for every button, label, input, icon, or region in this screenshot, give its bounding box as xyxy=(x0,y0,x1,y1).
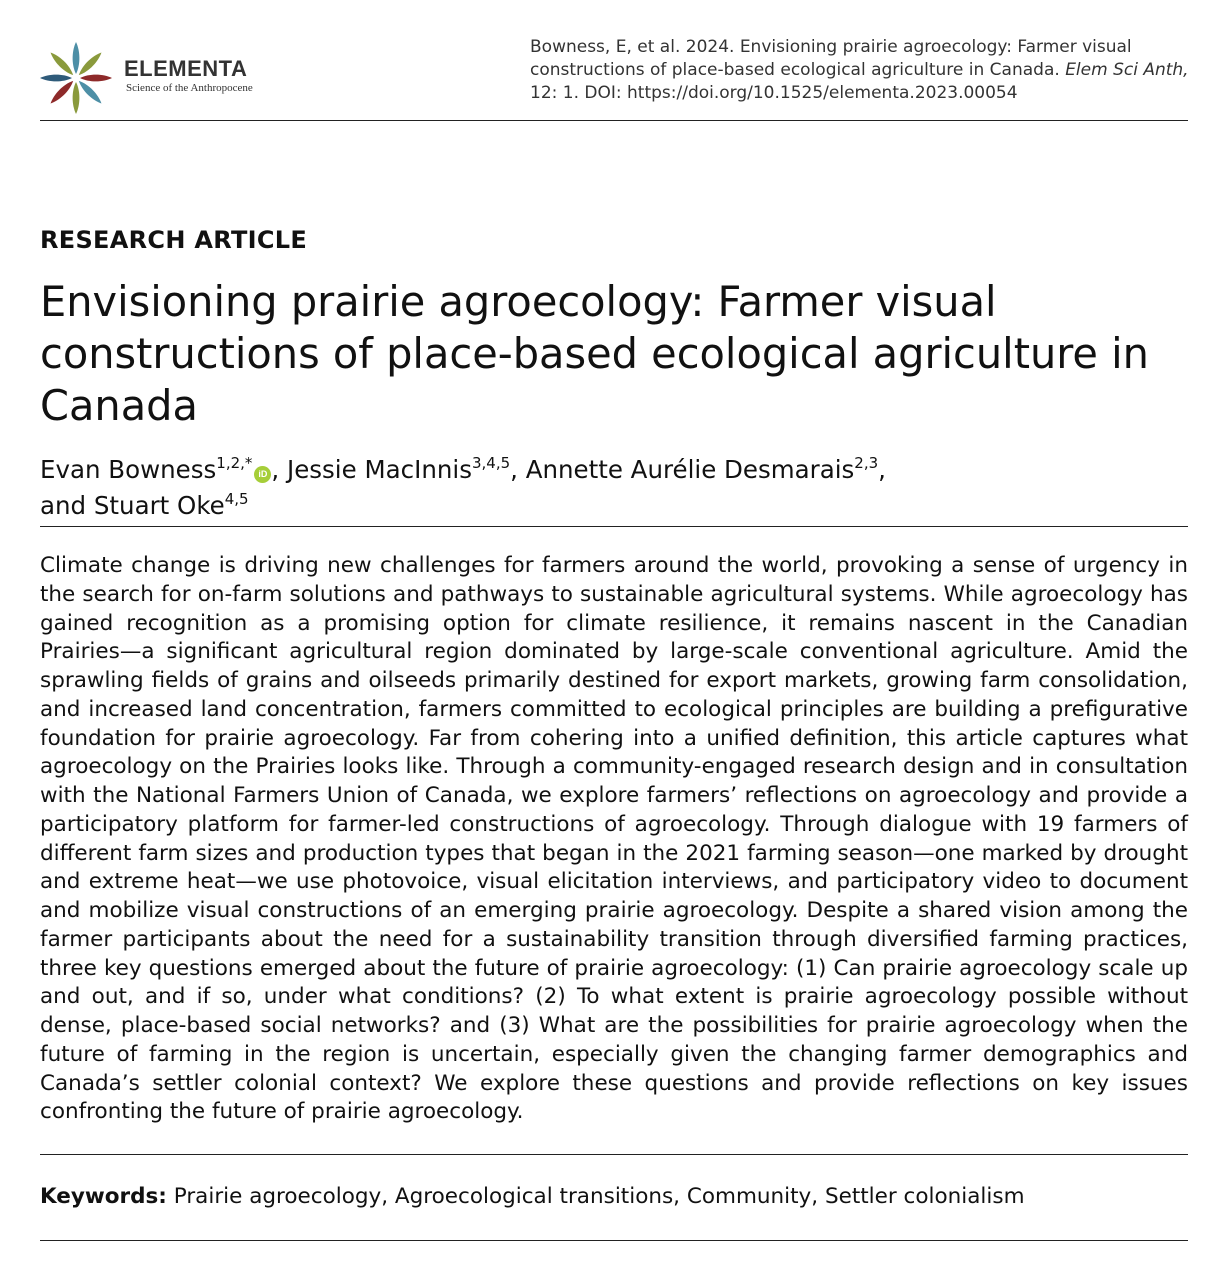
authors-divider xyxy=(40,526,1188,527)
author-name[interactable]: Evan Bowness xyxy=(40,455,217,484)
citation-doi[interactable]: 12: 1. DOI: https://doi.org/10.1525/elementa.2023.00054 xyxy=(530,83,1018,103)
author-affiliations: 2,3 xyxy=(854,454,879,472)
author-name[interactable]: Jessie MacInnis xyxy=(286,455,472,484)
author-list xyxy=(40,452,1190,524)
abstract: Climate change is driving new challenges for farmers around the world, provoking a sense of urgency in the search for on-farm solutions and pathways to sustainable agricultural systems. While agroecology has gained recognition as a promising option for climate resilience, it remains nascent in the Canadian Prairies—a significant agricultural region dominated by large-scale conventional agriculture. Amid the sprawling fields of grains and oilseeds primarily destined for export markets, growing farm consolidation, and increased land concentration, farmers committed to ecological principles are building a prefigurative foundation for prairie agroecology. Far from cohering into a unified definition, this article captures what agroecology on the Prairies looks like. Through a community-engaged research design and in consultation with the National Farmers Union of Canada, we explore farmers’ reflections on agroecology and provide a participatory platform for farmer-led constructions of agroecology. Through dialogue with 19 farmers of different farm sizes and production types that began in the 2021 farming season—one marked by drought and extreme heat—we use photovoice, visual elicitation interviews, and participatory video to document and mobilize visual constructions of an emerging prairie agroecology. Despite a shared vision among the farmer participants about the need for a sustainability transition through diversified farming practices, three key questions emerged about the future of prairie agroecology: (1) Can prairie agroecology scale up and out, and if so, under what conditions? (2) To what extent is prairie agroecology possible without dense, place-based social networks? and (3) What are the possibilities for prairie agroecology when the future of farming in the region is uncertain, especially given the changing farmer demographics and Canada’s settler colonial context? We explore these questions and provide reflections on key issues confronting the future of prairie agroecology. xyxy=(40,553,1188,1125)
author-separator: , xyxy=(271,455,287,484)
citation-text: Bowness, E, et al. 2024. Envisioning prairie agroecology: Farmer visual constructions of place-based ecological agriculture in Canada. xyxy=(530,37,1132,80)
author-affiliations: 1,2, xyxy=(216,454,245,472)
corresponding-author-mark: * xyxy=(244,454,253,472)
journal-logo xyxy=(38,40,288,116)
citation-journal: Elem Sci Anth, xyxy=(1065,60,1189,80)
logo-tagline: Science of the Anthropocene xyxy=(126,82,253,94)
author-separator: , xyxy=(510,455,526,484)
article-type: RESEARCH ARTICLE xyxy=(40,226,308,254)
keywords-label: Keywords: xyxy=(40,1184,167,1209)
author-separator: , xyxy=(878,455,886,484)
abstract-divider xyxy=(40,1154,1188,1155)
orcid-icon[interactable]: iD xyxy=(254,466,271,483)
author-name[interactable]: Annette Aurélie Desmarais xyxy=(525,455,855,484)
header-divider xyxy=(40,120,1188,121)
author-affiliations: 4,5 xyxy=(224,490,249,508)
keywords-list: Prairie agroecology, Agroecological transitions, Community, Settler colonialism xyxy=(173,1184,1025,1209)
author-affiliations: 3,4,5 xyxy=(471,454,511,472)
citation xyxy=(530,36,1190,105)
elementa-flower-icon xyxy=(38,40,114,116)
article-title: Envisioning prairie agroecology: Farmer visual constructions of place-based ecological agriculture in Canada xyxy=(40,277,1149,430)
author-name[interactable]: and Stuart Oke xyxy=(40,491,225,520)
keywords xyxy=(40,1182,1188,1212)
keywords-divider xyxy=(40,1240,1188,1241)
logo-name: ELEMENTA xyxy=(124,56,248,81)
